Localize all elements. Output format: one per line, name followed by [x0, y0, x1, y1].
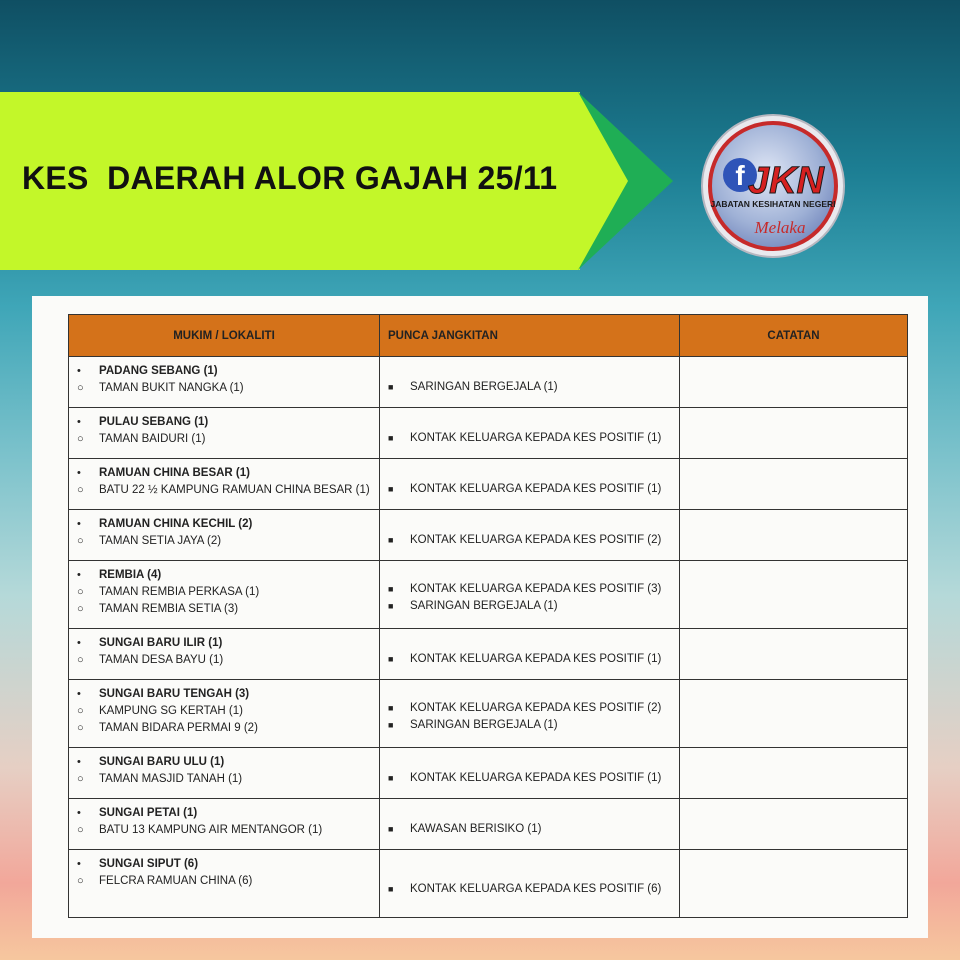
circle-bullet-icon: ○: [77, 534, 84, 547]
punca-cell: [380, 408, 680, 459]
mukim-name: SUNGAI BARU ILIR (1): [99, 636, 223, 649]
mukim-cell: [69, 629, 380, 680]
mukim-cell: [69, 799, 380, 850]
punca-line: [386, 700, 673, 717]
circle-bullet-icon: ○: [77, 602, 84, 615]
mukim-line: [75, 413, 373, 430]
mukim-name: RAMUAN CHINA BESAR (1): [99, 466, 250, 479]
catatan-cell: [680, 510, 908, 561]
table-row: [69, 357, 908, 408]
punca-cell: [380, 510, 680, 561]
circle-bullet-icon: ○: [77, 721, 84, 734]
bullet-icon: •: [77, 857, 81, 870]
punca-text: SARINGAN BERGEJALA (1): [410, 381, 558, 393]
svg-text:f: f: [735, 160, 745, 191]
punca-line: [386, 581, 673, 598]
punca-text: KONTAK KELUARGA KEPADA KES POSITIF (3): [410, 583, 662, 595]
lokaliti-name: TAMAN MASJID TANAH (1): [99, 772, 243, 785]
circle-bullet-icon: ○: [77, 381, 84, 394]
punca-line: [386, 821, 673, 838]
mukim-line: [75, 855, 373, 872]
punca-text: KONTAK KELUARGA KEPADA KES POSITIF (1): [410, 483, 662, 495]
punca-text: KONTAK KELUARGA KEPADA KES POSITIF (1): [410, 653, 662, 665]
punca-text: KONTAK KELUARGA KEPADA KES POSITIF (1): [410, 432, 662, 444]
square-bullet-icon: ■: [388, 584, 394, 594]
lokaliti-name: TAMAN REMBIA PERKASA (1): [99, 585, 260, 598]
circle-bullet-icon: ○: [77, 874, 84, 887]
mukim-line: [75, 634, 373, 651]
lokaliti-line: [75, 651, 373, 668]
col-header-catatan: CATATAN: [680, 315, 908, 357]
square-bullet-icon: ■: [388, 535, 394, 545]
square-bullet-icon: ■: [388, 773, 394, 783]
catatan-cell: [680, 357, 908, 408]
col-header-punca: PUNCA JANGKITAN: [380, 315, 680, 357]
lokaliti-name: FELCRA RAMUAN CHINA (6): [99, 874, 253, 887]
catatan-cell: [680, 459, 908, 510]
punca-line: [386, 379, 673, 396]
table-row: [69, 629, 908, 680]
lokaliti-line: [75, 600, 373, 617]
punca-line: [386, 598, 673, 615]
punca-cell: [380, 748, 680, 799]
lokaliti-name: TAMAN DESA BAYU (1): [99, 653, 224, 666]
catatan-cell: [680, 561, 908, 629]
banner-chevron-lime: [578, 92, 628, 270]
mukim-name: SUNGAI SIPUT (6): [99, 857, 199, 870]
punca-text: KONTAK KELUARGA KEPADA KES POSITIF (6): [410, 882, 662, 895]
mukim-name: SUNGAI BARU ULU (1): [99, 755, 225, 768]
mukim-cell: [69, 408, 380, 459]
lokaliti-name: TAMAN SETIA JAYA (2): [99, 534, 222, 547]
mukim-name: PADANG SEBANG (1): [99, 364, 218, 377]
punca-text: KAWASAN BERISIKO (1): [410, 823, 542, 835]
lokaliti-name: BATU 22 ½ KAMPUNG RAMUAN CHINA BESAR (1): [99, 483, 370, 496]
punca-text: KONTAK KELUARGA KEPADA KES POSITIF (2): [410, 534, 662, 546]
lokaliti-line: [75, 702, 373, 719]
catatan-cell: [680, 408, 908, 459]
mukim-line: [75, 566, 373, 583]
circle-bullet-icon: ○: [77, 432, 84, 445]
square-bullet-icon: ■: [388, 824, 394, 834]
mukim-cell: [69, 357, 380, 408]
col-header-mukim: MUKIM / LOKALITI: [69, 315, 380, 357]
jkn-logo: [700, 113, 846, 259]
table-row: [69, 510, 908, 561]
circle-bullet-icon: ○: [77, 653, 84, 666]
mukim-name: PULAU SEBANG (1): [99, 415, 209, 428]
catatan-cell: [680, 680, 908, 748]
square-bullet-icon: ■: [388, 601, 394, 611]
circle-bullet-icon: ○: [77, 585, 84, 598]
svg-text:Melaka: Melaka: [754, 218, 806, 237]
lokaliti-name: TAMAN BUKIT NANGKA (1): [99, 381, 244, 394]
circle-bullet-icon: ○: [77, 704, 84, 717]
circle-bullet-icon: ○: [77, 483, 84, 496]
mukim-line: [75, 685, 373, 702]
punca-cell: [380, 799, 680, 850]
punca-line: [386, 430, 673, 447]
bullet-icon: •: [77, 364, 81, 377]
mukim-cell: [69, 561, 380, 629]
square-bullet-icon: ■: [388, 484, 394, 494]
mukim-line: [75, 804, 373, 821]
lokaliti-line: [75, 872, 373, 889]
bullet-icon: •: [77, 517, 81, 530]
mukim-line: [75, 753, 373, 770]
table-row: [69, 408, 908, 459]
circle-bullet-icon: ○: [77, 823, 84, 836]
mukim-cell: [69, 680, 380, 748]
punca-cell: [380, 850, 680, 918]
lokaliti-line: [75, 583, 373, 600]
catatan-cell: [680, 799, 908, 850]
circle-bullet-icon: ○: [77, 772, 84, 785]
table-row: [69, 799, 908, 850]
catatan-cell: [680, 850, 908, 918]
lokaliti-name: KAMPUNG SG KERTAH (1): [99, 704, 243, 717]
square-bullet-icon: ■: [388, 720, 394, 730]
page-title: KES DAERAH ALOR GAJAH 25/11: [22, 160, 558, 196]
table-row: [69, 680, 908, 748]
square-bullet-icon: ■: [388, 382, 394, 392]
punca-cell: [380, 680, 680, 748]
square-bullet-icon: ■: [388, 883, 394, 894]
punca-cell: [380, 561, 680, 629]
svg-text:JABATAN KESIHATAN NEGERI: JABATAN KESIHATAN NEGERI: [710, 199, 836, 209]
lokaliti-line: [75, 481, 373, 498]
punca-line: [386, 880, 673, 897]
bullet-icon: •: [77, 687, 81, 700]
lokaliti-line: [75, 719, 373, 736]
lokaliti-line: [75, 430, 373, 447]
lokaliti-name: TAMAN BAIDURI (1): [99, 432, 206, 445]
square-bullet-icon: ■: [388, 703, 394, 713]
mukim-line: [75, 464, 373, 481]
punca-line: [386, 770, 673, 787]
table-row: [69, 850, 908, 918]
square-bullet-icon: ■: [388, 654, 394, 664]
bullet-icon: •: [77, 568, 81, 581]
mukim-line: [75, 515, 373, 532]
mukim-cell: [69, 510, 380, 561]
catatan-cell: [680, 629, 908, 680]
bullet-icon: •: [77, 806, 81, 819]
bullet-icon: •: [77, 636, 81, 649]
lokaliti-name: TAMAN REMBIA SETIA (3): [99, 602, 239, 615]
lokaliti-name: BATU 13 KAMPUNG AIR MENTANGOR (1): [99, 823, 323, 836]
punca-cell: [380, 459, 680, 510]
table-row: [69, 459, 908, 510]
punca-line: [386, 717, 673, 734]
mukim-line: [75, 362, 373, 379]
punca-text: SARINGAN BERGEJALA (1): [410, 719, 558, 731]
mukim-name: RAMUAN CHINA KECHIL (2): [99, 517, 253, 530]
mukim-name: SUNGAI BARU TENGAH (3): [99, 687, 250, 700]
mukim-cell: [69, 850, 380, 918]
mukim-cell: [69, 459, 380, 510]
table-row: [69, 748, 908, 799]
punca-cell: [380, 357, 680, 408]
punca-text: SARINGAN BERGEJALA (1): [410, 600, 558, 612]
cases-table: [68, 314, 908, 918]
mukim-cell: [69, 748, 380, 799]
svg-text:JKN: JKN: [747, 160, 825, 202]
table-header-row: [69, 315, 908, 357]
lokaliti-name: TAMAN BIDARA PERMAI 9 (2): [99, 721, 258, 734]
punca-cell: [380, 629, 680, 680]
punca-line: [386, 651, 673, 668]
table-row: [69, 561, 908, 629]
lokaliti-line: [75, 379, 373, 396]
catatan-cell: [680, 748, 908, 799]
lokaliti-line: [75, 532, 373, 549]
square-bullet-icon: ■: [388, 433, 394, 443]
bullet-icon: •: [77, 466, 81, 479]
mukim-name: SUNGAI PETAI (1): [99, 806, 198, 819]
punca-line: [386, 532, 673, 549]
mukim-name: REMBIA (4): [99, 568, 162, 581]
punca-line: [386, 481, 673, 498]
punca-text: KONTAK KELUARGA KEPADA KES POSITIF (1): [410, 772, 662, 784]
lokaliti-line: [75, 770, 373, 787]
lokaliti-line: [75, 821, 373, 838]
bullet-icon: •: [77, 755, 81, 768]
bullet-icon: •: [77, 415, 81, 428]
punca-text: KONTAK KELUARGA KEPADA KES POSITIF (2): [410, 702, 662, 714]
